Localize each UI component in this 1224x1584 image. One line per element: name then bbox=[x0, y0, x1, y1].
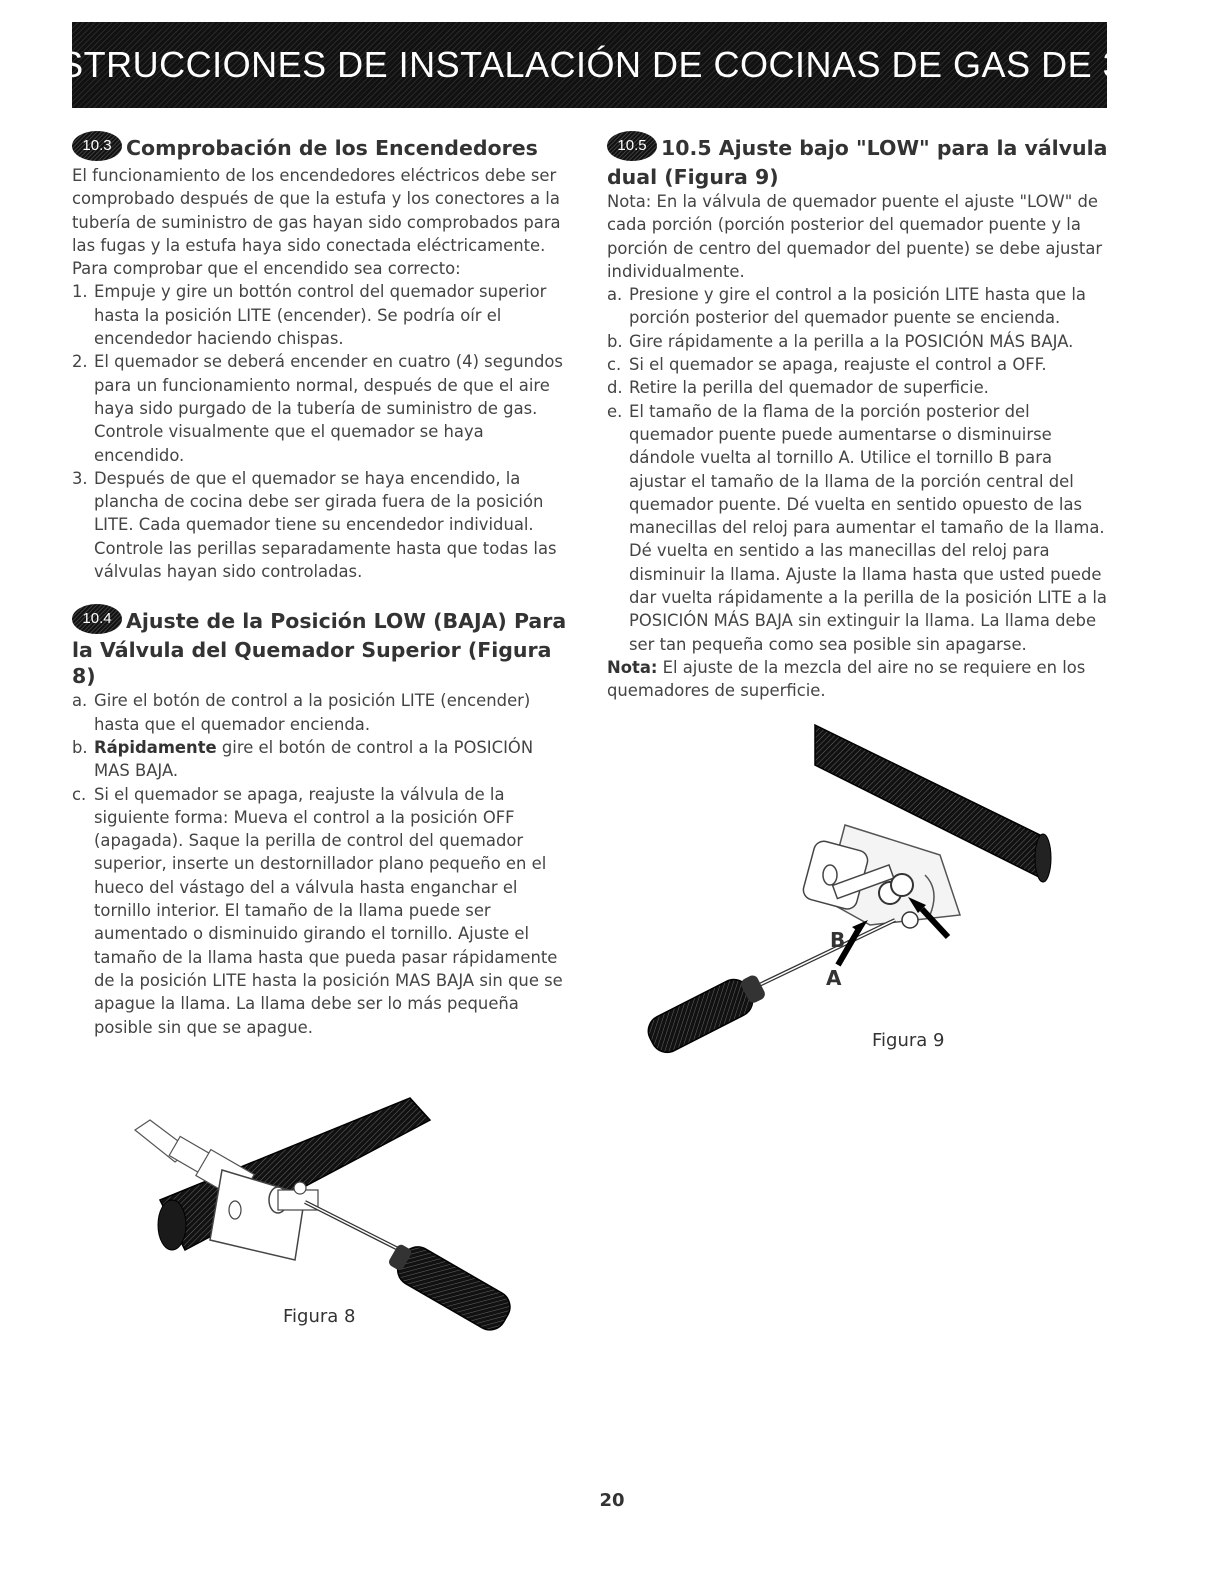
section-10-5-note bbox=[607, 656, 1112, 703]
list-marker: a. bbox=[607, 285, 623, 305]
section-10-5-heading bbox=[607, 134, 1112, 190]
section-10-5-title: 10.5 Ajuste bajo "LOW" para la válvula dual (Figura 9) bbox=[607, 136, 1108, 189]
right-column bbox=[607, 134, 1112, 703]
section-10-3-steps bbox=[72, 280, 572, 583]
section-badge-icon: 10.4 bbox=[72, 604, 122, 634]
list-marker: 3. bbox=[72, 468, 88, 488]
section-10-4-heading bbox=[72, 607, 572, 689]
list-item-text: Presione y gire el control a la posición LITE hasta que la porción posterior del quemador puente se encienda. bbox=[629, 285, 1086, 328]
emphasis-text: Rápidamente bbox=[94, 737, 217, 757]
figure-8-caption: Figura 8 bbox=[283, 1306, 356, 1327]
note-label: Nota: bbox=[607, 657, 658, 677]
section-10-5-steps bbox=[607, 283, 1112, 656]
list-marker: e. bbox=[607, 401, 623, 421]
list-item-text: Si el quemador se apaga, reajuste la válvula de la siguiente forma: Mueva el control a la posición OFF (apagada). Saque la perilla de control del quemador superior, inserte un destornillador plano pequeño en el hueco del vástago del a válvula hasta enganchar el tornillo interior. El tamaño de la llama puede ser aumentado o disminuido girando el tornillo. Ajuste el tamaño de la llama hasta que pueda pasar rápidamente de la posición LITE hasta la posición MAS BAJA sin que se apague la llama. La llama debe ser lo más pequeña posible sin que se apague. bbox=[94, 784, 563, 1037]
section-10-4-title: Ajuste de la Posición LOW (BAJA) Para la Válvula del Quemador Superior (Figura 8) bbox=[72, 609, 567, 689]
list-item-text: Empuje y gire un bottón control del quemador superior hasta la posición LITE (encender). Se podría oír el encendedor haciendo chispas. bbox=[94, 282, 547, 349]
list-item-text: Después de que el quemador se haya encendido, la plancha de cocina debe ser girada fuera de la posición LITE. Cada quemador tiene su encendedor individual. Controle las perillas separadamente hasta que todas las válvulas hayan sido controladas. bbox=[94, 468, 557, 582]
header-banner bbox=[22, 22, 1157, 108]
list-marker: d. bbox=[607, 378, 623, 398]
figure-9-caption: Figura 9 bbox=[872, 1030, 945, 1051]
list-marker: 1. bbox=[72, 282, 88, 302]
list-item bbox=[607, 376, 1112, 399]
list-item bbox=[72, 689, 572, 736]
list-item bbox=[72, 280, 572, 350]
section-10-5-intro: Nota: En la válvula de quemador puente el ajuste "LOW" de cada porción (porción posterior del quemador puente y la porción de centro del quemador del puente) se debe ajustar individualmente. bbox=[607, 192, 1103, 281]
list-marker: 2. bbox=[72, 352, 88, 372]
list-marker: b. bbox=[72, 737, 88, 757]
list-marker: a. bbox=[72, 691, 88, 711]
section-10-3-intro: El funcionamiento de los encendedores eléctricos debe ser comprobado después de que la estufa y los conectores a la tubería de suministro de gas hayan sido comprobados para las fugas y la estufa haya sido conectada eléctricamente. Para comprobar que el encendido sea correcto: bbox=[72, 166, 561, 279]
list-item bbox=[72, 783, 572, 1039]
list-item-text: Gire el botón de control a la posición LITE (encender) hasta que el quemador encienda. bbox=[94, 691, 531, 734]
note-text: El ajuste de la mezcla del aire no se requiere en los quemadores de superficie. bbox=[607, 657, 1086, 701]
list-marker: b. bbox=[607, 331, 623, 351]
list-item-text: Gire rápidamente a la perilla a la POSICIÓN MÁS BAJA. bbox=[629, 331, 1074, 351]
page-title: INSTRUCCIONES DE INSTALACIÓN DE COCINAS DE GAS DE 30" bbox=[22, 44, 1157, 85]
list-item bbox=[72, 736, 572, 783]
list-item-text: gire el botón de control a la POSICIÓN MAS BAJA. bbox=[94, 737, 534, 781]
section-badge-icon: 10.3 bbox=[72, 131, 122, 161]
list-marker: c. bbox=[72, 784, 87, 804]
list-marker: c. bbox=[607, 355, 622, 375]
list-item bbox=[72, 467, 572, 583]
list-item bbox=[607, 330, 1112, 353]
page-number: 20 bbox=[599, 1490, 625, 1511]
list-item-text: Retire la perilla del quemador de superficie. bbox=[629, 378, 989, 398]
figure-9-label-b: B bbox=[830, 928, 846, 952]
section-10-4-steps bbox=[72, 689, 572, 1038]
figure-9-label-a: A bbox=[826, 966, 842, 990]
list-item bbox=[607, 353, 1112, 376]
section-10-3-heading bbox=[72, 134, 572, 164]
section-badge-icon: 10.5 bbox=[607, 131, 657, 161]
list-item-text: Si el quemador se apaga, reajuste el control a OFF. bbox=[629, 355, 1047, 375]
list-item-text: El quemador se deberá encender en cuatro (4) segundos para un funcionamiento normal, después de que el aire haya sido purgado de la tubería de suministro de gas. Controle visualmente que el quemador se haya encendido. bbox=[94, 352, 563, 465]
left-column bbox=[72, 134, 572, 1039]
list-item-text: El tamaño de la flama de la porción posterior del quemador puente puede aumentarse o disminuirse dándole vuelta al tornillo A. Utilice el tornillo B para ajustar el tamaño de la llama de la porción central del quemador puente. Dé vuelta en sentido opuesto de las manecillas del reloj para aumentar el tamaño de la llama. Dé vuelta en sentido a las manecillas del reloj para disminuir la llama. Ajuste la llama hasta que usted puede dar vuelta rápidamente a la perilla de la posición LITE a la POSICIÓN MÁS BAJA sin extinguir la llama. La llama debe ser tan pequeña como sea posible sin apagarse. bbox=[629, 401, 1107, 654]
list-item bbox=[607, 400, 1112, 656]
section-10-3-title: Comprobación de los Encendedores bbox=[126, 136, 538, 160]
figure-9-valve-illustration bbox=[640, 715, 1060, 1075]
list-item bbox=[72, 350, 572, 466]
list-item bbox=[607, 283, 1112, 330]
